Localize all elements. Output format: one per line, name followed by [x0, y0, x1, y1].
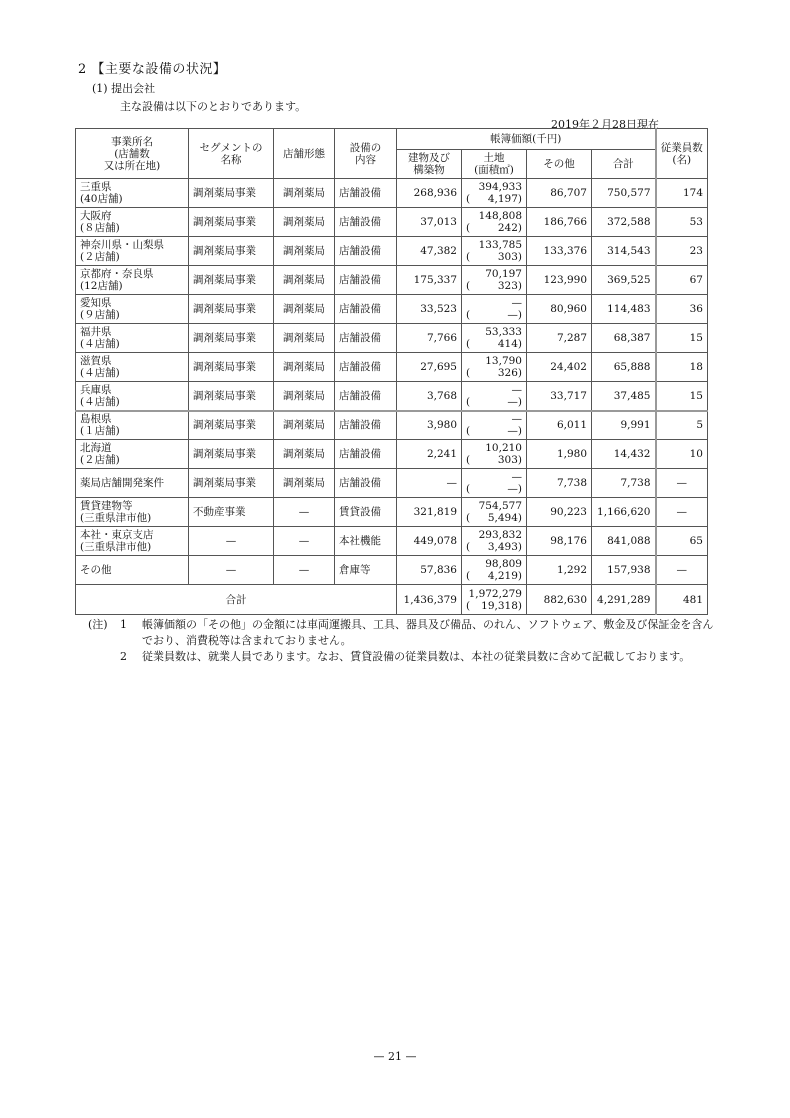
other-cell: 80,960 [527, 295, 592, 324]
header-book-value: 帳簿価額(千円) [397, 129, 656, 150]
location-cell: 神奈川県・山梨県 (２店舗) [76, 237, 189, 266]
store-type-cell: — [274, 527, 335, 556]
segment-cell: 調剤薬局事業 [189, 295, 274, 324]
table-row [76, 324, 708, 353]
buildings-cell: 3,768 [397, 382, 462, 411]
as-of-date: 2019年２月28日現在 [551, 118, 659, 131]
facility-cell: 店舗設備 [335, 237, 397, 266]
employees-cell: 65 [656, 527, 708, 556]
store-type-cell: 調剤薬局 [274, 353, 335, 382]
segment-cell: 調剤薬局事業 [189, 440, 274, 469]
location-cell: 福井県 (４店舗) [76, 324, 189, 353]
store-type-cell: 調剤薬局 [274, 411, 335, 440]
other-cell: 86,707 [527, 179, 592, 208]
segment-cell: 調剤薬局事業 [189, 324, 274, 353]
location-cell: 島根県 (１店舗) [76, 411, 189, 440]
buildings-cell: 33,523 [397, 295, 462, 324]
employees-cell: 15 [656, 324, 708, 353]
other-cell: 123,990 [527, 266, 592, 295]
header-land: 土地 (面積㎡) [462, 150, 527, 179]
facility-cell: 本社機能 [335, 527, 397, 556]
header-other: その他 [527, 150, 592, 179]
location-cell: 滋賀県 (４店舗) [76, 353, 189, 382]
location-cell: 三重県 (40店舗) [76, 179, 189, 208]
total-cell: 14,432 [592, 440, 656, 469]
segment-cell: 調剤薬局事業 [189, 353, 274, 382]
total-cell: 37,485 [592, 382, 656, 411]
store-type-cell: 調剤薬局 [274, 237, 335, 266]
store-type-cell: — [274, 498, 335, 527]
total-cell: 68,387 [592, 324, 656, 353]
location-cell: 薬局店舗開発案件 [76, 469, 189, 498]
facility-cell: 店舗設備 [335, 411, 397, 440]
total-cell: 314,543 [592, 237, 656, 266]
other-cell: 33,717 [527, 382, 592, 411]
table-row [76, 440, 708, 469]
table-row [76, 266, 708, 295]
land-cell: 10,210 ( 303) [462, 440, 527, 469]
store-type-cell: 調剤薬局 [274, 324, 335, 353]
segment-cell: 調剤薬局事業 [189, 266, 274, 295]
location-cell: 大阪府 (８店舗) [76, 208, 189, 237]
buildings-cell: 175,337 [397, 266, 462, 295]
segment-cell: 調剤薬局事業 [189, 411, 274, 440]
note-number: 1 [120, 618, 127, 631]
note-item [88, 649, 718, 665]
segment-cell: — [189, 527, 274, 556]
employees-cell: 10 [656, 440, 708, 469]
employees-cell: 15 [656, 382, 708, 411]
other-cell: 7,738 [527, 469, 592, 498]
land-cell: 70,197 ( 323) [462, 266, 527, 295]
total-label: 合計 [76, 585, 397, 615]
segment-cell: 不動産事業 [189, 498, 274, 527]
land-cell: 293,832 ( 3,493) [462, 527, 527, 556]
total-cell: 750,577 [592, 179, 656, 208]
buildings-cell: 47,382 [397, 237, 462, 266]
total-land: 1,972,279 ( 19,318) [462, 585, 527, 615]
employees-cell: 36 [656, 295, 708, 324]
store-type-cell: 調剤薬局 [274, 295, 335, 324]
total-cell: 372,588 [592, 208, 656, 237]
total-cell: 157,938 [592, 556, 656, 585]
land-cell: — ( —) [462, 295, 527, 324]
segment-cell: 調剤薬局事業 [189, 382, 274, 411]
segment-cell: 調剤薬局事業 [189, 237, 274, 266]
table-row [76, 353, 708, 382]
location-cell: その他 [76, 556, 189, 585]
facility-cell: 店舗設備 [335, 295, 397, 324]
other-cell: 1,292 [527, 556, 592, 585]
buildings-cell: 321,819 [397, 498, 462, 527]
total-row [76, 585, 708, 615]
land-cell: 98,809 ( 4,219) [462, 556, 527, 585]
land-cell: 13,790 ( 326) [462, 353, 527, 382]
total-buildings: 1,436,379 [397, 585, 462, 615]
store-type-cell: 調剤薬局 [274, 179, 335, 208]
total-cell: 1,166,620 [592, 498, 656, 527]
land-cell: 53,333 ( 414) [462, 324, 527, 353]
land-cell: 394,933 ( 4,197) [462, 179, 527, 208]
header-store-type: 店舗形態 [274, 129, 335, 179]
other-cell: 7,287 [527, 324, 592, 353]
segment-cell: 調剤薬局事業 [189, 208, 274, 237]
segment-cell: — [189, 556, 274, 585]
store-type-cell: 調剤薬局 [274, 382, 335, 411]
segment-cell: 調剤薬局事業 [189, 179, 274, 208]
buildings-cell: 57,836 [397, 556, 462, 585]
notes [88, 617, 718, 665]
location-cell: 愛知県 (９店舗) [76, 295, 189, 324]
note-text: 従業員数は、就業人員であります。なお、賃貸設備の従業員数は、本社の従業員数に含めて記載しております。 [142, 650, 691, 663]
table-row [76, 411, 708, 440]
total-cell: 9,991 [592, 411, 656, 440]
facility-cell: 倉庫等 [335, 556, 397, 585]
table-row [76, 237, 708, 266]
land-cell: — ( —) [462, 411, 527, 440]
location-cell: 本社・東京支店 (三重県津市他) [76, 527, 189, 556]
buildings-cell: 449,078 [397, 527, 462, 556]
header-employees: 従業員数 (名) [656, 129, 708, 179]
page-number: — 21 — [373, 1050, 417, 1063]
land-cell: — ( —) [462, 382, 527, 411]
store-type-cell: 調剤薬局 [274, 469, 335, 498]
other-cell: 6,011 [527, 411, 592, 440]
segment-cell: 調剤薬局事業 [189, 469, 274, 498]
buildings-cell: 268,936 [397, 179, 462, 208]
employees-cell: — [656, 469, 708, 498]
header-segment: セグメントの 名称 [189, 129, 274, 179]
land-cell: 148,808 ( 242) [462, 208, 527, 237]
intro-text: 主な設備は以下のとおりであります。 [120, 100, 307, 113]
employees-cell: 53 [656, 208, 708, 237]
total-cell: 369,525 [592, 266, 656, 295]
other-cell: 98,176 [527, 527, 592, 556]
total-cell: 841,088 [592, 527, 656, 556]
note-text: 帳簿価額の「その他」の金額には車両運搬具、工具、器具及び備品、のれん、ソフトウェア、敷金及び保証金を含んでおり、消費税等は含まれておりません。 [142, 618, 714, 647]
facility-cell: 店舗設備 [335, 353, 397, 382]
table-row [76, 179, 708, 208]
buildings-cell: 2,241 [397, 440, 462, 469]
facility-cell: 賃貸設備 [335, 498, 397, 527]
table-row [76, 527, 708, 556]
employees-cell: 174 [656, 179, 708, 208]
buildings-cell: 37,013 [397, 208, 462, 237]
employees-cell: — [656, 556, 708, 585]
header-total: 合計 [592, 150, 656, 179]
facility-cell: 店舗設備 [335, 208, 397, 237]
table-row [76, 295, 708, 324]
land-cell: — ( —) [462, 469, 527, 498]
facility-cell: 店舗設備 [335, 324, 397, 353]
employees-cell: 67 [656, 266, 708, 295]
notes-label: (注) [88, 618, 108, 631]
other-cell: 90,223 [527, 498, 592, 527]
total-other: 882,630 [527, 585, 592, 615]
land-cell: 133,785 ( 303) [462, 237, 527, 266]
table-row [76, 498, 708, 527]
employees-cell: 5 [656, 411, 708, 440]
location-cell: 北海道 (２店舗) [76, 440, 189, 469]
buildings-cell: — [397, 469, 462, 498]
store-type-cell: — [274, 556, 335, 585]
note-number: 2 [120, 650, 127, 663]
buildings-cell: 7,766 [397, 324, 462, 353]
facility-cell: 店舗設備 [335, 469, 397, 498]
section-heading: 2 【主要な設備の状況】 [78, 62, 227, 77]
facilities-table [75, 128, 708, 615]
store-type-cell: 調剤薬局 [274, 208, 335, 237]
header-buildings: 建物及び 構築物 [397, 150, 462, 179]
total-cell: 114,483 [592, 295, 656, 324]
land-cell: 754,577 ( 5,494) [462, 498, 527, 527]
location-cell: 賃貸建物等 (三重県津市他) [76, 498, 189, 527]
store-type-cell: 調剤薬局 [274, 266, 335, 295]
table-row [76, 382, 708, 411]
total-total: 4,291,289 [592, 585, 656, 615]
buildings-cell: 3,980 [397, 411, 462, 440]
facility-cell: 店舗設備 [335, 382, 397, 411]
facility-cell: 店舗設備 [335, 179, 397, 208]
other-cell: 24,402 [527, 353, 592, 382]
header-facility: 設備の 内容 [335, 129, 397, 179]
table-row [76, 556, 708, 585]
location-cell: 兵庫県 (４店舗) [76, 382, 189, 411]
table-row [76, 208, 708, 237]
subsection-heading: (1) 提出会社 [92, 82, 156, 95]
facility-cell: 店舗設備 [335, 440, 397, 469]
total-employees: 481 [656, 585, 708, 615]
table-row [76, 469, 708, 498]
total-cell: 65,888 [592, 353, 656, 382]
header-location: 事業所名 (店舗数 又は所在地) [76, 129, 189, 179]
other-cell: 1,980 [527, 440, 592, 469]
buildings-cell: 27,695 [397, 353, 462, 382]
facility-cell: 店舗設備 [335, 266, 397, 295]
total-cell: 7,738 [592, 469, 656, 498]
store-type-cell: 調剤薬局 [274, 440, 335, 469]
other-cell: 186,766 [527, 208, 592, 237]
employees-cell: — [656, 498, 708, 527]
employees-cell: 18 [656, 353, 708, 382]
note-item [88, 617, 718, 649]
other-cell: 133,376 [527, 237, 592, 266]
employees-cell: 23 [656, 237, 708, 266]
location-cell: 京都府・奈良県 (12店舗) [76, 266, 189, 295]
